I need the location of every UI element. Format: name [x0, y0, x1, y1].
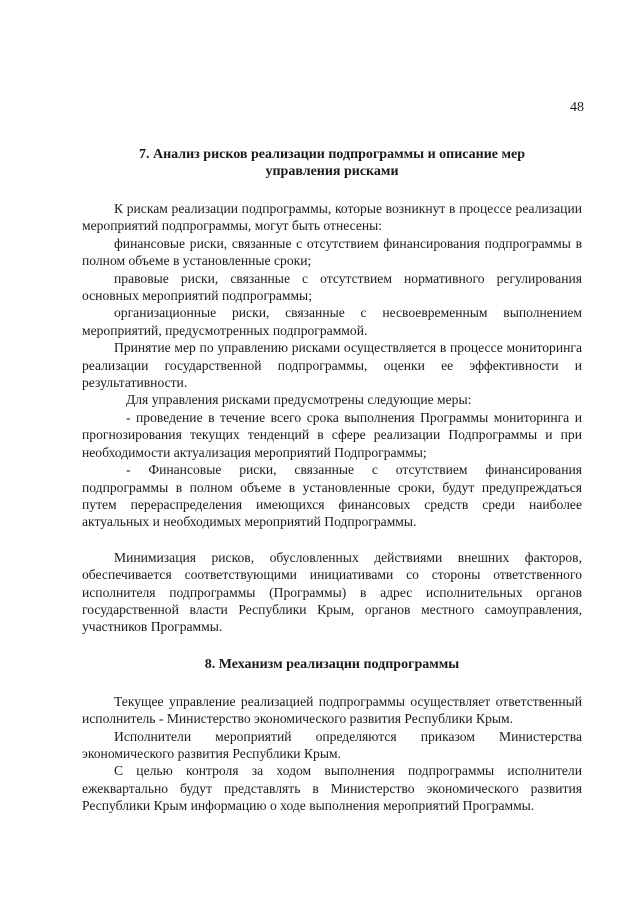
executors-paragraph: Исполнители мероприятий определяются приказом Министерства экономического развития Республики Крым.	[82, 728, 582, 761]
risks-intro-paragraph: К рискам реализации подпрограммы, которые возникнут в процессе реализации мероприятий подпрограммы, могут быть отнесены:	[82, 201, 582, 234]
financial-risks-paragraph: финансовые риски, связанные с отсутствием финансирования подпрограммы в полном объеме в установленные сроки;	[82, 235, 582, 269]
measure-financial-paragraph: - Финансовые риски, связанные с отсутствием финансирования подпрограммы в полном объеме в установленные сроки, будут предупреждаться путем перераспределения имеющихся финансовых средств среди наиболее актуальных и необходимых мероприятий Подпрограммы.	[82, 462, 582, 530]
control-paragraph: С целью контроля за ходом выполнения подпрограммы исполнители ежеквартально будут представлять в Министерство экономического развития Республики Крым информацию о ходе выполнения мероприятий Программы.	[82, 763, 582, 814]
section-8-title: 8. Механизм реализации подпрограммы	[204, 656, 460, 672]
current-management-paragraph: Текущее управление реализацией подпрограммы осуществляет ответственный исполнитель - Министерство экономического развития Республики Крым.	[82, 693, 582, 727]
section-7-title-line-1: 7. Анализ рисков реализации подпрограммы и описание мер	[138, 147, 526, 162]
organizational-risks-paragraph: организационные риски, связанные с несвоевременным выполнением мероприятий, предусмотренных подпрограммой.	[82, 305, 582, 338]
legal-risks-paragraph: правовые риски, связанные с отсутствием нормативного регулирования основных мероприятий подпрограммы;	[82, 270, 582, 304]
section-7-title-line-2: управления рисками	[265, 164, 399, 179]
measure-monitoring-paragraph: - проведение в течение всего срока выполнения Программы мониторинга и прогнозирования текущих тенденций в сфере реализации Подпрограммы и при необходимости актуализация мероприятий Подпрограммы;	[82, 409, 582, 460]
page-number: 48	[570, 100, 584, 115]
document-body	[82, 146, 582, 815]
section-7-title	[82, 146, 582, 180]
measures-heading-paragraph: Для управления рисками предусмотрены следующие меры:	[126, 392, 472, 408]
risk-management-paragraph: Принятие мер по управлению рисками осуществляется в процессе мониторинга реализации государственной подпрограммы, оценки ее эффективности и результативности.	[82, 340, 582, 391]
risk-minimization-paragraph: Минимизация рисков, обусловленных действиями внешних факторов, обеспечивается соответствующими инициативами со стороны ответственного исполнителя подпрограммы (Программы) в адрес исполнительных органов государственной власти Республики Крым, органов местного самоуправления, участников Программы.	[82, 549, 582, 635]
